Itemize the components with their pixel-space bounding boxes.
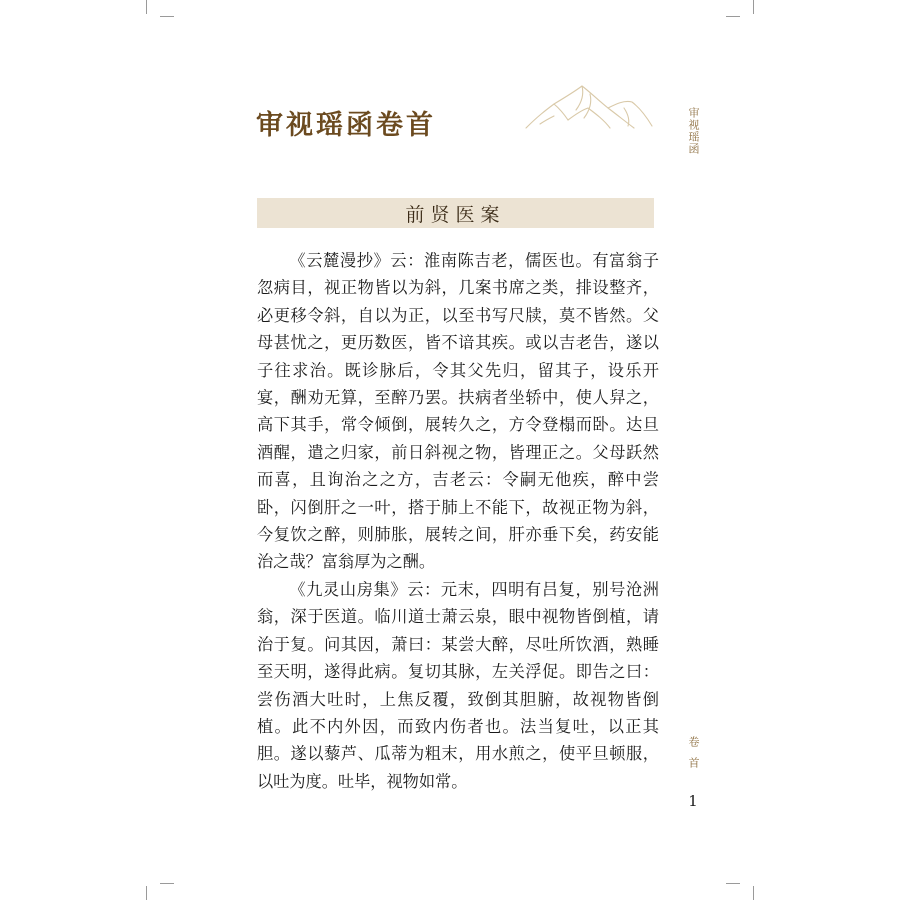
section-band: [257, 198, 654, 228]
crop-mark-top-right: [753, 0, 754, 14]
crop-mark-top-right-h: [726, 16, 740, 17]
page-number: 1: [688, 792, 698, 810]
body-text: [257, 247, 659, 795]
paragraph-2: 《九灵山房集》云：元末，四明有吕复，别号沧洲翁，深于医道。临川道士萧云泉，眼中视物皆倒植，请治于复。问其因，萧曰：某尝大醉，尽吐所饮酒，熟睡至天明，遂得此病。复切其脉，左关浮促。即告之曰：尝伤酒大吐时，上焦反覆，致倒其胆腑，故视物皆倒植。此不内外因，而致内伤者也。法当复吐，以正其胆。遂以藜芦、瓜蒂为粗末，用水煎之，使平旦顿服，以吐为度。吐毕，视物如常。: [257, 579, 659, 791]
chapter-title: 审视瑶函卷首: [256, 110, 436, 141]
crop-mark-bottom-right: [753, 886, 754, 900]
crop-mark-bottom-left: [146, 886, 147, 900]
section-title: 前贤医案: [405, 203, 506, 226]
crop-mark-top-left: [146, 0, 147, 14]
side-label: 卷首: [687, 736, 700, 778]
mountain-decoration-icon: [524, 80, 654, 132]
paragraph-1: 《云麓漫抄》云：淮南陈吉老，儒医也。有富翁子忽病目，视正物皆以为斜，几案书席之类，排设整齐，必更移令斜，自以为正，以至书写尺牍，莫不皆然。父母甚忧之，更历数医，皆不谙其疾。或以吉老告，遂以子往求治。既诊脉后，令其父先归，留其子，设乐开宴，酬劝无算，至醉乃罢。扶病者坐轿中，使人舁之，高下其手，常令倾倒，展转久之，方令登榻而卧。达旦酒醒，遣之归家，前日斜视之物，皆理正之。父母跃然而喜，且询治之之方，吉老云：令嗣无他疾，醉中尝卧，闪倒肝之一叶，搭于肺上不能下，故视正物为斜，今复饮之醉，则肺胀，展转之间，肝亦垂下矣，药安能治之哉？富翁厚为之酬。: [257, 251, 659, 572]
crop-mark-bottom-right-h: [726, 883, 740, 884]
running-head: 审视瑶函: [687, 107, 700, 155]
crop-mark-top-left-h: [160, 16, 174, 17]
crop-mark-bottom-left-h: [160, 883, 174, 884]
